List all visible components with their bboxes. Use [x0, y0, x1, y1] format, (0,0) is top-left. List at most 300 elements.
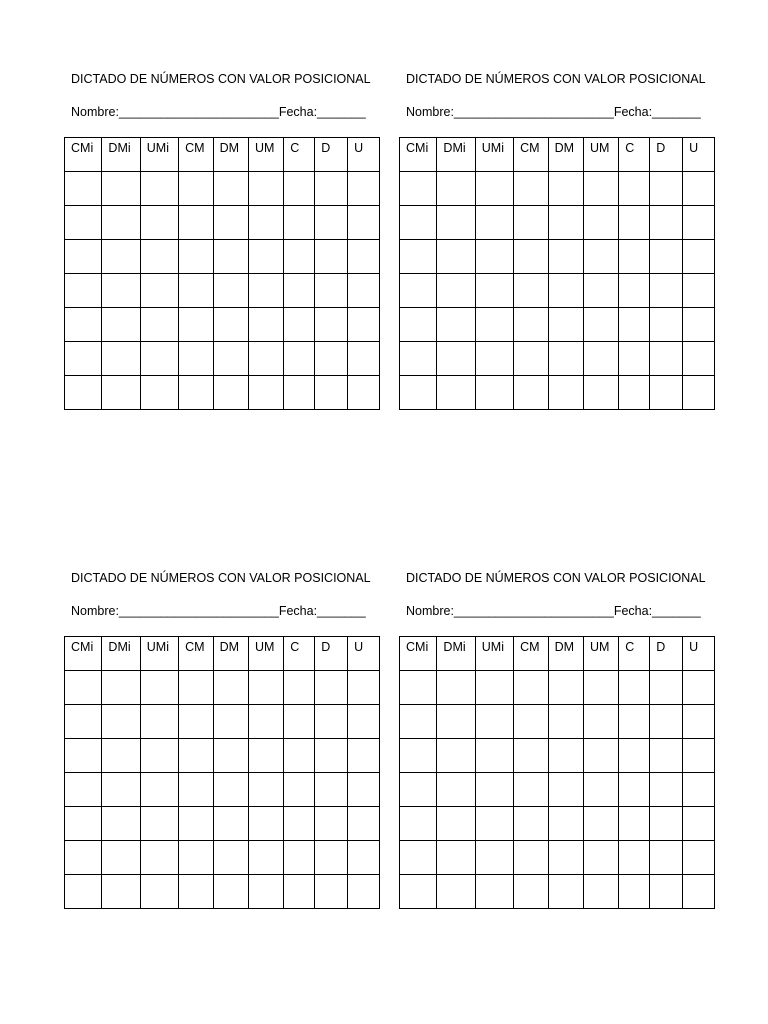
blank-cell[interactable]	[475, 172, 513, 206]
blank-cell[interactable]	[284, 172, 315, 206]
column-header: C	[619, 138, 650, 172]
table-row	[400, 875, 715, 909]
blank-cell[interactable]	[213, 773, 248, 807]
blank-cell[interactable]	[619, 807, 650, 841]
blank-cell[interactable]	[400, 172, 437, 206]
column-header: C	[619, 637, 650, 671]
blank-cell[interactable]	[619, 206, 650, 240]
blank-cell[interactable]	[348, 705, 380, 739]
blank-cell[interactable]	[650, 206, 683, 240]
blank-cell[interactable]	[437, 376, 475, 410]
blank-cell[interactable]	[248, 773, 283, 807]
blank-cell[interactable]	[102, 376, 140, 410]
blank-cell[interactable]	[315, 342, 348, 376]
blank-cell[interactable]	[179, 807, 213, 841]
blank-cell[interactable]	[475, 773, 513, 807]
blank-cell[interactable]	[437, 739, 475, 773]
blank-cell[interactable]	[315, 671, 348, 705]
blank-cell[interactable]	[475, 308, 513, 342]
blank-cell[interactable]	[248, 376, 283, 410]
blank-cell[interactable]	[548, 739, 583, 773]
blank-cell[interactable]	[683, 172, 715, 206]
blank-cell[interactable]	[548, 172, 583, 206]
blank-cell[interactable]	[213, 807, 248, 841]
blank-cell[interactable]	[548, 308, 583, 342]
blank-cell[interactable]	[548, 240, 583, 274]
blank-cell[interactable]	[583, 739, 618, 773]
blank-cell[interactable]	[400, 240, 437, 274]
blank-cell[interactable]	[284, 875, 315, 909]
blank-cell[interactable]	[284, 240, 315, 274]
blank-cell[interactable]	[650, 671, 683, 705]
blank-cell[interactable]	[514, 342, 548, 376]
blank-cell[interactable]	[315, 240, 348, 274]
blank-cell[interactable]	[284, 739, 315, 773]
blank-cell[interactable]	[65, 308, 102, 342]
blank-cell[interactable]	[437, 240, 475, 274]
blank-cell[interactable]	[179, 773, 213, 807]
blank-cell[interactable]	[315, 807, 348, 841]
blank-cell[interactable]	[284, 671, 315, 705]
blank-cell[interactable]	[514, 671, 548, 705]
table-row	[65, 705, 380, 739]
column-header: UM	[583, 138, 618, 172]
blank-cell[interactable]	[140, 875, 178, 909]
blank-cell[interactable]	[683, 342, 715, 376]
blank-cell[interactable]	[179, 172, 213, 206]
blank-cell[interactable]	[179, 376, 213, 410]
blank-cell[interactable]	[140, 206, 178, 240]
column-header: D	[650, 637, 683, 671]
name-date-line[interactable]: Nombre:_______________________Fecha:_______	[71, 604, 366, 618]
blank-cell[interactable]	[65, 274, 102, 308]
blank-cell[interactable]	[583, 376, 618, 410]
blank-cell[interactable]	[437, 773, 475, 807]
blank-cell[interactable]	[437, 342, 475, 376]
blank-cell[interactable]	[437, 841, 475, 875]
blank-cell[interactable]	[140, 841, 178, 875]
blank-cell[interactable]	[650, 841, 683, 875]
table-row	[65, 172, 380, 206]
blank-cell[interactable]	[102, 773, 140, 807]
blank-cell[interactable]	[437, 671, 475, 705]
blank-cell[interactable]	[548, 705, 583, 739]
name-date-line[interactable]: Nombre:_______________________Fecha:_______	[71, 105, 366, 119]
blank-cell[interactable]	[248, 671, 283, 705]
blank-cell[interactable]	[548, 807, 583, 841]
blank-cell[interactable]	[514, 376, 548, 410]
blank-cell[interactable]	[102, 875, 140, 909]
table-row	[400, 841, 715, 875]
table-row	[400, 376, 715, 410]
blank-cell[interactable]	[315, 705, 348, 739]
blank-cell[interactable]	[400, 206, 437, 240]
blank-cell[interactable]	[213, 376, 248, 410]
blank-cell[interactable]	[514, 274, 548, 308]
blank-cell[interactable]	[650, 240, 683, 274]
blank-cell[interactable]	[475, 240, 513, 274]
blank-cell[interactable]	[248, 705, 283, 739]
table-row	[400, 773, 715, 807]
blank-cell[interactable]	[514, 206, 548, 240]
blank-cell[interactable]	[315, 841, 348, 875]
blank-cell[interactable]	[619, 376, 650, 410]
blank-cell[interactable]	[65, 841, 102, 875]
blank-cell[interactable]	[437, 308, 475, 342]
blank-cell[interactable]	[179, 739, 213, 773]
blank-cell[interactable]	[400, 739, 437, 773]
blank-cell[interactable]	[650, 807, 683, 841]
blank-cell[interactable]	[284, 274, 315, 308]
blank-cell[interactable]	[213, 342, 248, 376]
blank-cell[interactable]	[315, 376, 348, 410]
blank-cell[interactable]	[179, 240, 213, 274]
column-header: UMi	[140, 637, 178, 671]
blank-cell[interactable]	[650, 705, 683, 739]
blank-cell[interactable]	[140, 342, 178, 376]
blank-cell[interactable]	[548, 342, 583, 376]
blank-cell[interactable]	[348, 342, 380, 376]
blank-cell[interactable]	[475, 376, 513, 410]
column-header: D	[650, 138, 683, 172]
blank-cell[interactable]	[65, 671, 102, 705]
blank-cell[interactable]	[475, 206, 513, 240]
column-header: DMi	[437, 138, 475, 172]
blank-cell[interactable]	[102, 841, 140, 875]
blank-cell[interactable]	[437, 875, 475, 909]
blank-cell[interactable]	[65, 773, 102, 807]
blank-cell[interactable]	[140, 705, 178, 739]
blank-cell[interactable]	[400, 342, 437, 376]
column-header: DMi	[102, 637, 140, 671]
blank-cell[interactable]	[583, 274, 618, 308]
blank-cell[interactable]	[548, 875, 583, 909]
blank-cell[interactable]	[583, 807, 618, 841]
name-date-line[interactable]: Nombre:_______________________Fecha:_______	[406, 604, 701, 618]
blank-cell[interactable]	[583, 875, 618, 909]
blank-cell[interactable]	[213, 308, 248, 342]
blank-cell[interactable]	[315, 172, 348, 206]
blank-cell[interactable]	[683, 671, 715, 705]
column-header: CMi	[400, 138, 437, 172]
blank-cell[interactable]	[619, 671, 650, 705]
table-row	[400, 172, 715, 206]
blank-cell[interactable]	[583, 841, 618, 875]
blank-cell[interactable]	[619, 875, 650, 909]
blank-cell[interactable]	[179, 342, 213, 376]
blank-cell[interactable]	[619, 342, 650, 376]
blank-cell[interactable]	[683, 308, 715, 342]
blank-cell[interactable]	[683, 240, 715, 274]
blank-cell[interactable]	[284, 308, 315, 342]
blank-cell[interactable]	[683, 376, 715, 410]
blank-cell[interactable]	[683, 773, 715, 807]
blank-cell[interactable]	[514, 875, 548, 909]
blank-cell[interactable]	[248, 875, 283, 909]
blank-cell[interactable]	[650, 739, 683, 773]
blank-cell[interactable]	[140, 739, 178, 773]
blank-cell[interactable]	[179, 206, 213, 240]
blank-cell[interactable]	[248, 342, 283, 376]
blank-cell[interactable]	[140, 240, 178, 274]
blank-cell[interactable]	[348, 206, 380, 240]
blank-cell[interactable]	[102, 342, 140, 376]
blank-cell[interactable]	[248, 274, 283, 308]
blank-cell[interactable]	[65, 739, 102, 773]
blank-cell[interactable]	[548, 671, 583, 705]
blank-cell[interactable]	[437, 274, 475, 308]
column-header: UM	[248, 138, 283, 172]
blank-cell[interactable]	[284, 705, 315, 739]
blank-cell[interactable]	[583, 240, 618, 274]
column-header: DM	[213, 138, 248, 172]
blank-cell[interactable]	[284, 206, 315, 240]
blank-cell[interactable]	[140, 172, 178, 206]
blank-cell[interactable]	[102, 705, 140, 739]
blank-cell[interactable]	[400, 875, 437, 909]
blank-cell[interactable]	[213, 671, 248, 705]
blank-cell[interactable]	[65, 705, 102, 739]
blank-cell[interactable]	[514, 240, 548, 274]
blank-cell[interactable]	[140, 671, 178, 705]
worksheet-title: DICTADO DE NÚMEROS CON VALOR POSICIONAL	[406, 571, 706, 585]
blank-cell[interactable]	[475, 875, 513, 909]
blank-cell[interactable]	[548, 773, 583, 807]
blank-cell[interactable]	[179, 308, 213, 342]
blank-cell[interactable]	[140, 807, 178, 841]
name-date-line[interactable]: Nombre:_______________________Fecha:_______	[406, 105, 701, 119]
blank-cell[interactable]	[583, 342, 618, 376]
table-row	[65, 206, 380, 240]
blank-cell[interactable]	[437, 206, 475, 240]
blank-cell[interactable]	[650, 274, 683, 308]
blank-cell[interactable]	[315, 206, 348, 240]
blank-cell[interactable]	[348, 274, 380, 308]
blank-cell[interactable]	[315, 875, 348, 909]
blank-cell[interactable]	[619, 172, 650, 206]
column-header: C	[284, 637, 315, 671]
blank-cell[interactable]	[284, 841, 315, 875]
worksheet-title: DICTADO DE NÚMEROS CON VALOR POSICIONAL	[406, 72, 706, 86]
blank-cell[interactable]	[140, 773, 178, 807]
blank-cell[interactable]	[400, 308, 437, 342]
blank-cell[interactable]	[65, 376, 102, 410]
blank-cell[interactable]	[179, 875, 213, 909]
blank-cell[interactable]	[348, 841, 380, 875]
blank-cell[interactable]	[514, 705, 548, 739]
blank-cell[interactable]	[213, 172, 248, 206]
table-row	[65, 671, 380, 705]
blank-cell[interactable]	[583, 671, 618, 705]
blank-cell[interactable]	[348, 671, 380, 705]
blank-cell[interactable]	[619, 739, 650, 773]
blank-cell[interactable]	[650, 773, 683, 807]
blank-cell[interactable]	[400, 807, 437, 841]
blank-cell[interactable]	[348, 875, 380, 909]
blank-cell[interactable]	[650, 875, 683, 909]
blank-cell[interactable]	[548, 274, 583, 308]
blank-cell[interactable]	[284, 807, 315, 841]
column-header: UM	[583, 637, 618, 671]
blank-cell[interactable]	[248, 841, 283, 875]
blank-cell[interactable]	[548, 376, 583, 410]
blank-cell[interactable]	[65, 342, 102, 376]
blank-cell[interactable]	[213, 841, 248, 875]
blank-cell[interactable]	[583, 206, 618, 240]
blank-cell[interactable]	[619, 308, 650, 342]
place-value-header-row	[400, 637, 715, 671]
blank-cell[interactable]	[400, 671, 437, 705]
blank-cell[interactable]	[315, 739, 348, 773]
blank-cell[interactable]	[213, 739, 248, 773]
blank-cell[interactable]	[248, 206, 283, 240]
blank-cell[interactable]	[619, 240, 650, 274]
blank-cell[interactable]	[437, 705, 475, 739]
blank-cell[interactable]	[683, 705, 715, 739]
column-header: U	[683, 138, 715, 172]
blank-cell[interactable]	[348, 773, 380, 807]
blank-cell[interactable]	[248, 807, 283, 841]
blank-cell[interactable]	[179, 671, 213, 705]
table-row	[65, 376, 380, 410]
blank-cell[interactable]	[102, 739, 140, 773]
blank-cell[interactable]	[248, 739, 283, 773]
blank-cell[interactable]	[102, 308, 140, 342]
blank-cell[interactable]	[437, 807, 475, 841]
column-header: CM	[179, 637, 213, 671]
blank-cell[interactable]	[475, 705, 513, 739]
blank-cell[interactable]	[650, 342, 683, 376]
blank-cell[interactable]	[583, 308, 618, 342]
blank-cell[interactable]	[650, 172, 683, 206]
blank-cell[interactable]	[475, 274, 513, 308]
blank-cell[interactable]	[348, 376, 380, 410]
blank-cell[interactable]	[400, 841, 437, 875]
blank-cell[interactable]	[213, 274, 248, 308]
blank-cell[interactable]	[400, 773, 437, 807]
column-header: CMi	[65, 637, 102, 671]
blank-cell[interactable]	[683, 875, 715, 909]
blank-cell[interactable]	[102, 206, 140, 240]
blank-cell[interactable]	[683, 206, 715, 240]
blank-cell[interactable]	[179, 274, 213, 308]
blank-cell[interactable]	[140, 308, 178, 342]
table-row	[65, 274, 380, 308]
blank-cell[interactable]	[400, 376, 437, 410]
blank-cell[interactable]	[248, 240, 283, 274]
blank-cell[interactable]	[213, 875, 248, 909]
table-row	[400, 274, 715, 308]
blank-cell[interactable]	[514, 807, 548, 841]
blank-cell[interactable]	[248, 308, 283, 342]
column-header: UMi	[140, 138, 178, 172]
blank-cell[interactable]	[619, 274, 650, 308]
blank-cell[interactable]	[315, 773, 348, 807]
blank-cell[interactable]	[619, 705, 650, 739]
table-row	[65, 807, 380, 841]
blank-cell[interactable]	[102, 671, 140, 705]
blank-cell[interactable]	[475, 671, 513, 705]
column-header: CM	[179, 138, 213, 172]
place-value-table	[399, 137, 715, 410]
blank-cell[interactable]	[475, 342, 513, 376]
blank-cell[interactable]	[284, 376, 315, 410]
blank-cell[interactable]	[102, 274, 140, 308]
table-row	[400, 342, 715, 376]
blank-cell[interactable]	[348, 240, 380, 274]
blank-cell[interactable]	[213, 705, 248, 739]
blank-cell[interactable]	[619, 841, 650, 875]
blank-cell[interactable]	[514, 308, 548, 342]
blank-cell[interactable]	[514, 172, 548, 206]
blank-cell[interactable]	[583, 773, 618, 807]
blank-cell[interactable]	[140, 274, 178, 308]
blank-cell[interactable]	[315, 308, 348, 342]
blank-cell[interactable]	[400, 274, 437, 308]
blank-cell[interactable]	[179, 841, 213, 875]
blank-cell[interactable]	[548, 206, 583, 240]
blank-cell[interactable]	[213, 240, 248, 274]
blank-cell[interactable]	[284, 773, 315, 807]
table-row	[65, 342, 380, 376]
blank-cell[interactable]	[65, 172, 102, 206]
blank-cell[interactable]	[348, 172, 380, 206]
blank-cell[interactable]	[65, 240, 102, 274]
blank-cell[interactable]	[514, 773, 548, 807]
blank-cell[interactable]	[683, 739, 715, 773]
blank-cell[interactable]	[140, 376, 178, 410]
blank-cell[interactable]	[179, 705, 213, 739]
worksheet-title: DICTADO DE NÚMEROS CON VALOR POSICIONAL	[71, 571, 371, 585]
blank-cell[interactable]	[683, 841, 715, 875]
blank-cell[interactable]	[102, 172, 140, 206]
blank-cell[interactable]	[514, 841, 548, 875]
blank-cell[interactable]	[102, 240, 140, 274]
blank-cell[interactable]	[514, 739, 548, 773]
blank-cell[interactable]	[650, 308, 683, 342]
blank-cell[interactable]	[475, 807, 513, 841]
blank-cell[interactable]	[683, 807, 715, 841]
blank-cell[interactable]	[583, 705, 618, 739]
table-row	[400, 308, 715, 342]
blank-cell[interactable]	[248, 172, 283, 206]
blank-cell[interactable]	[65, 875, 102, 909]
column-header: U	[348, 138, 380, 172]
column-header: D	[315, 138, 348, 172]
place-value-table	[399, 636, 715, 909]
blank-cell[interactable]	[315, 274, 348, 308]
blank-cell[interactable]	[102, 807, 140, 841]
blank-cell[interactable]	[348, 308, 380, 342]
blank-cell[interactable]	[619, 773, 650, 807]
blank-cell[interactable]	[65, 206, 102, 240]
blank-cell[interactable]	[437, 172, 475, 206]
blank-cell[interactable]	[548, 841, 583, 875]
blank-cell[interactable]	[213, 206, 248, 240]
blank-cell[interactable]	[284, 342, 315, 376]
blank-cell[interactable]	[348, 807, 380, 841]
blank-cell[interactable]	[583, 172, 618, 206]
blank-cell[interactable]	[348, 739, 380, 773]
blank-cell[interactable]	[65, 807, 102, 841]
blank-cell[interactable]	[475, 841, 513, 875]
column-header: UMi	[475, 637, 513, 671]
blank-cell[interactable]	[683, 274, 715, 308]
blank-cell[interactable]	[475, 739, 513, 773]
column-header: DMi	[437, 637, 475, 671]
blank-cell[interactable]	[400, 705, 437, 739]
blank-cell[interactable]	[650, 376, 683, 410]
